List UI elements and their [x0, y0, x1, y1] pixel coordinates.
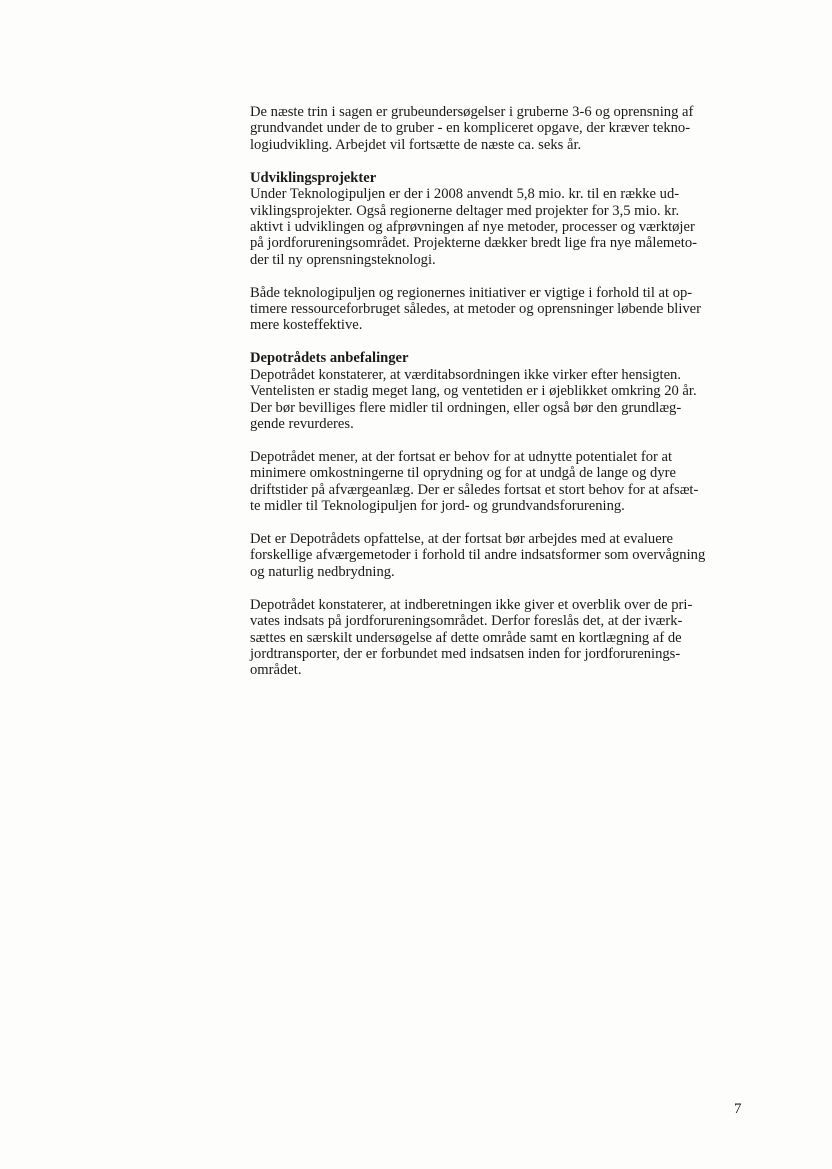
section-heading: Depotrådets anbefalinger	[250, 350, 409, 367]
text-line: logiudvikling. Arbejdet vil fortsætte de næste ca. seks år.	[250, 136, 582, 153]
paragraph	[250, 449, 750, 515]
paragraph	[250, 186, 750, 268]
text-line: te midler til Teknologipuljen for jord- og grundvandsforurening.	[250, 498, 625, 515]
text-line: forskellige afværgemetoder i forhold til andre indsatsformer som overvågning	[250, 547, 706, 564]
text-line: området.	[250, 662, 302, 679]
text-line: Depotrådet mener, at der fortsat er behov for at udnytte potentialet for at	[250, 448, 673, 465]
text-line: der til ny oprensningsteknologi.	[250, 251, 436, 268]
text-line: minimere omkostningerne til oprydning og for at undgå de lange og dyre	[250, 465, 676, 482]
page-content	[250, 104, 750, 695]
text-line: Det er Depotrådets opfattelse, at der fortsat bør arbejdes med at evaluere	[250, 531, 674, 548]
paragraph	[250, 285, 750, 334]
text-line: aktivt i udviklingen og afprøvningen af nye metoder, processer og værktøjer	[250, 218, 695, 235]
intro-paragraph	[250, 104, 750, 153]
text-line: viklingsprojekter. Også regionerne deltager med projekter for 3,5 mio. kr.	[250, 202, 680, 219]
paragraph	[250, 597, 750, 679]
text-line: Ventelisten er stadig meget lang, og ventetiden er i øjeblikket omkring 20 år.	[250, 383, 697, 400]
text-line: på jordforureningsområdet. Projekterne dækker bredt lige fra nye målemeto-	[250, 235, 697, 252]
text-line: timere ressourceforbruget således, at metoder og oprensninger løbende bliver	[250, 301, 702, 318]
text-line: vates indsats på jordforureningsområdet. Derfor foreslås det, at der iværk-	[250, 613, 683, 630]
text-line: grundvandet under de to gruber - en kompliceret opgave, der kræver tekno-	[250, 120, 691, 137]
text-line: driftstider på afværgeanlæg. Der er således fortsat et stort behov for at afsæt-	[250, 481, 699, 498]
section-heading: Udviklingsprojekter	[250, 169, 377, 186]
paragraph	[250, 367, 750, 433]
text-line: Depotrådet konstaterer, at indberetningen ikke giver et overblik over de pri-	[250, 596, 693, 613]
page-number: 7	[734, 1101, 742, 1117]
text-line: gende revurderes.	[250, 416, 354, 432]
text-line: og naturlig nedbrydning.	[250, 563, 395, 580]
text-line: jordtransporter, der er forbundet med indsatsen inden for jordforurenings-	[250, 645, 681, 662]
text-line: Både teknologipuljen og regionernes initiativer er vigtige i forhold til at op-	[250, 284, 693, 301]
text-line: sættes en særskilt undersøgelse af dette område samt en kortlægning af de	[250, 629, 682, 646]
section-udviklingsprojekter	[250, 170, 750, 268]
text-line: Depotrådet konstaterer, at værditabsordningen ikke virker efter hensigten.	[250, 366, 681, 383]
text-line: De næste trin i sagen er grubeundersøgelser i gruberne 3-6 og oprensning af	[250, 104, 694, 120]
text-line: Under Teknologipuljen er der i 2008 anvendt 5,8 mio. kr. til en række ud-	[250, 186, 680, 203]
paragraph	[250, 531, 750, 580]
text-line: Der bør bevilliges flere midler til ordningen, eller også bør den grundlæg-	[250, 399, 682, 416]
section-depotraadets-anbefalinger	[250, 350, 750, 432]
text-line: mere kosteffektive.	[250, 317, 363, 334]
